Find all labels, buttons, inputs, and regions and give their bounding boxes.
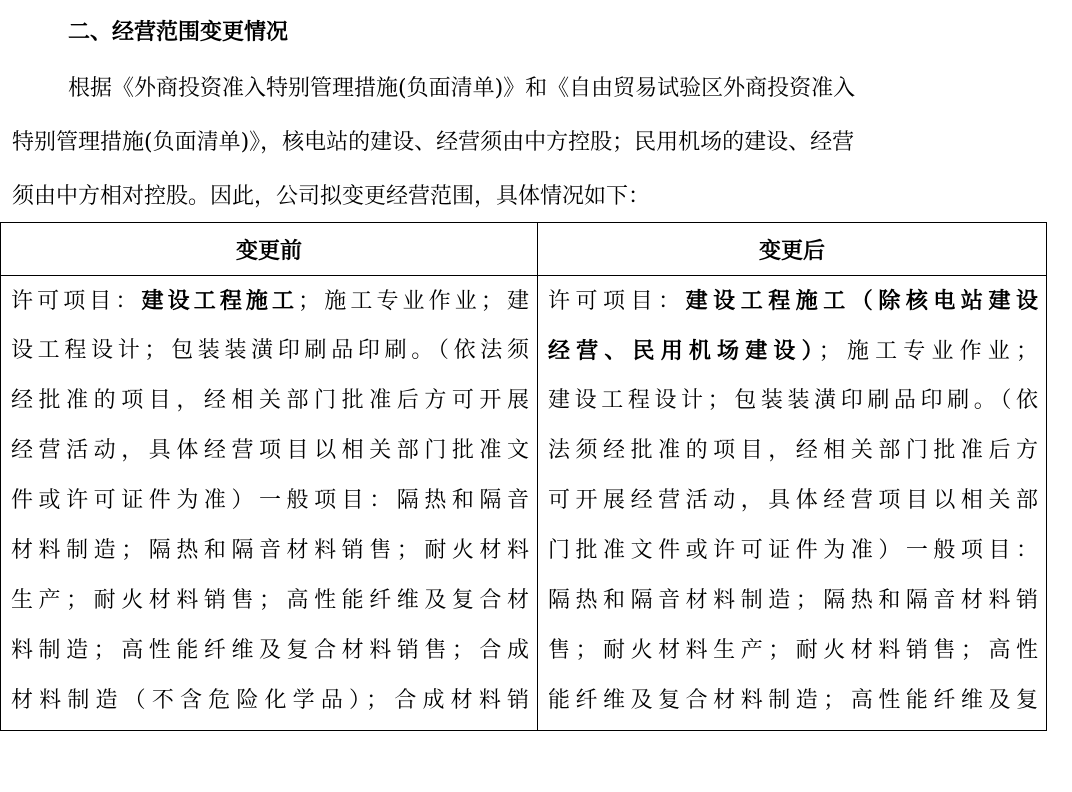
text-segment: 生产；耐火材料销售；高性能纤维及复合材 xyxy=(11,588,529,613)
text-line xyxy=(548,676,1038,726)
intro-line: 须由中方相对控股。因此，公司拟变更经营范围，具体情况如下： xyxy=(12,184,651,209)
text-segment: 能纤维及复合材料制造；高性能纤维及复 xyxy=(548,688,1038,713)
text-segment: 材料制造（不含危险化学品）；合成材料销 xyxy=(11,688,529,713)
text-segment: 可开展经营活动，具体经营项目以相关部 xyxy=(548,488,1038,513)
text-line xyxy=(11,476,529,526)
bold-text-segment: 建设工程施工（除核电站建设 xyxy=(685,288,1038,314)
text-segment: 经批准的项目，经相关部门批准后方可开展 xyxy=(11,388,529,413)
header-before: 变更前 xyxy=(1,223,538,276)
text-line xyxy=(548,526,1038,576)
text-segment: 经营活动，具体经营项目以相关部门批准文 xyxy=(11,438,529,463)
text-segment: 售；耐火材料生产；耐火材料销售；高性 xyxy=(548,638,1038,663)
text-line xyxy=(548,576,1038,626)
text-line xyxy=(548,626,1038,676)
text-segment: 建设工程设计；包装装潢印刷品印刷。（依 xyxy=(548,388,1038,413)
table-header-row xyxy=(1,223,1047,276)
bold-text-segment: 建设工程施工 xyxy=(141,288,299,314)
text-line xyxy=(548,376,1038,426)
text-segment: ；施工专业作业；建 xyxy=(298,289,529,314)
text-segment: 许可项目： xyxy=(11,289,142,314)
text-segment: 材料制造；隔热和隔音材料销售；耐火材料 xyxy=(11,538,529,563)
cell-before xyxy=(1,276,538,731)
text-line xyxy=(548,276,1038,326)
text-segment: 门批准文件或许可证件为准）一般项目： xyxy=(548,538,1038,563)
text-line xyxy=(11,626,529,676)
text-line xyxy=(11,576,529,626)
text-line xyxy=(11,276,529,326)
text-segment: 设工程设计；包装装潢印刷品印刷。（依法须 xyxy=(11,338,529,363)
text-line xyxy=(11,676,529,726)
text-segment: ；施工专业作业； xyxy=(818,339,1038,364)
text-segment: 法须经批准的项目，经相关部门批准后方 xyxy=(548,438,1038,463)
section-heading: 二、经营范围变更情况 xyxy=(68,19,289,45)
text-segment: 件或许可证件为准）一般项目：隔热和隔音 xyxy=(11,488,529,513)
text-line xyxy=(11,376,529,426)
text-line xyxy=(11,326,529,376)
text-line xyxy=(548,476,1038,526)
text-segment: 隔热和隔音材料制造；隔热和隔音材料销 xyxy=(548,588,1038,613)
intro-line: 根据《外商投资准入特别管理措施(负面清单)》和《自由贸易试验区外商投资准入 xyxy=(68,76,856,101)
text-line xyxy=(11,526,529,576)
table-row xyxy=(1,276,1047,731)
intro-paragraph xyxy=(12,62,1042,224)
cell-after xyxy=(538,276,1047,731)
text-segment: 许可项目： xyxy=(548,289,686,314)
after-scope-text xyxy=(538,276,1046,726)
text-line xyxy=(548,426,1038,476)
business-scope-comparison-table xyxy=(0,222,1047,731)
text-line xyxy=(548,326,1038,376)
text-segment: 料制造；高性能纤维及复合材料销售；合成 xyxy=(11,638,529,663)
bold-text-segment: 经营、民用机场建设） xyxy=(548,338,819,364)
intro-line: 特别管理措施(负面清单)》，核电站的建设、经营须由中方控股；民用机场的建设、经营 xyxy=(12,130,855,155)
header-after: 变更后 xyxy=(538,223,1047,276)
text-line xyxy=(11,426,529,476)
before-scope-text xyxy=(1,276,537,726)
